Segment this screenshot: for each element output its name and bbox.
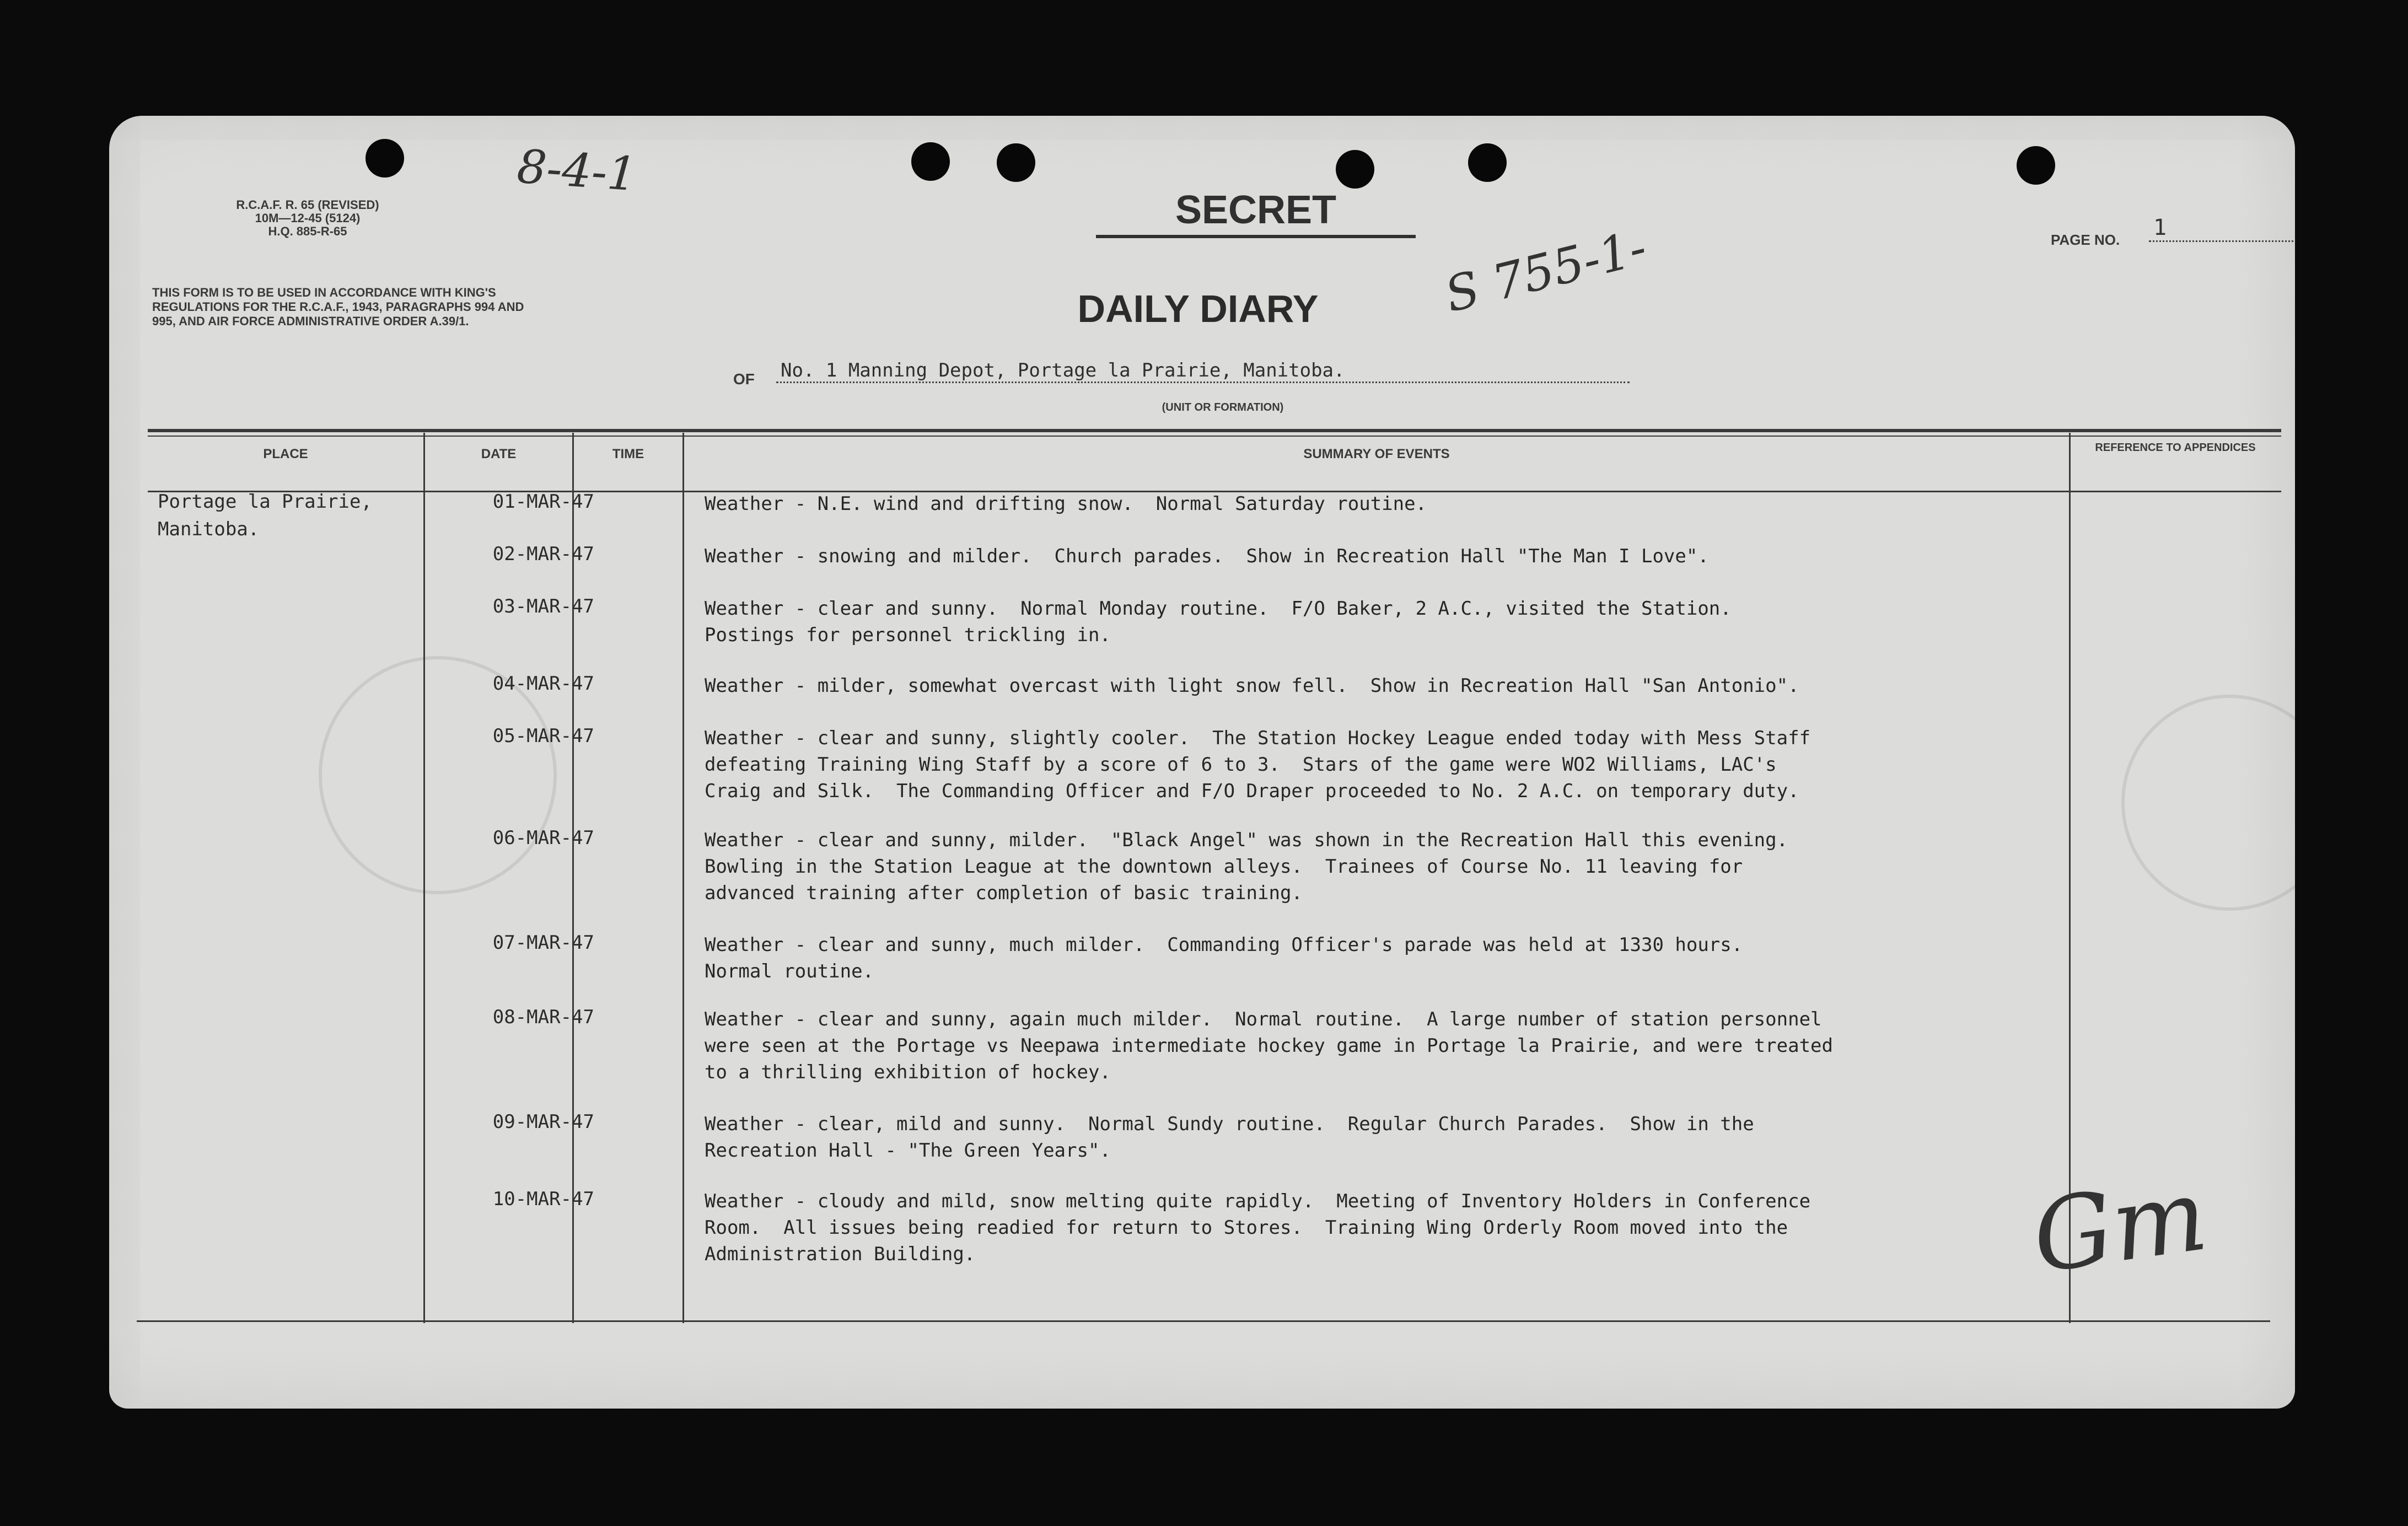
entry-summary: Weather - clear and sunny. Normal Monday routine. F/O Baker, 2 A.C., visited the Station. Postings for personnel trickling in. bbox=[705, 598, 1732, 646]
column-header-date: DATE bbox=[481, 447, 517, 461]
entry-summary: Weather - cloudy and mild, snow melting quite rapidly. Meeting of Inventory Holders in Conference Room. All issues being readied for return to Stores. Training Wing Orderly Room moved into the Administration Building. bbox=[705, 1190, 1811, 1265]
entry-date: 02-MAR-47 bbox=[492, 543, 594, 565]
punch-hole bbox=[997, 143, 1035, 182]
entry-date: 08-MAR-47 bbox=[492, 1006, 594, 1028]
entry-date: 05-MAR-47 bbox=[492, 725, 594, 747]
classification-heading: SECRET bbox=[1096, 187, 1416, 238]
column-divider bbox=[682, 433, 684, 1323]
column-divider bbox=[423, 433, 425, 1323]
entry-summary: Weather - N.E. wind and drifting snow. Normal Saturday routine. bbox=[705, 493, 1427, 515]
entry-date: 03-MAR-47 bbox=[492, 595, 594, 617]
entry-date: 07-MAR-47 bbox=[492, 932, 594, 954]
punch-hole bbox=[911, 142, 950, 181]
form-print-code: 10M—12-45 (5124) bbox=[255, 211, 361, 225]
form-identifier bbox=[170, 198, 445, 238]
unit-name: No. 1 Manning Depot, Portage la Prairie, Manitoba. bbox=[776, 359, 1630, 383]
entry-date: 09-MAR-47 bbox=[492, 1111, 594, 1133]
entry-summary: Weather - clear and sunny, again much milder. Normal routine. A large number of station personnel were seen at the Portage vs Neepawa intermediate hockey game in Portage la Prairie, and were treated to a thrilling exhibition of hockey. bbox=[705, 1008, 1833, 1083]
entry-summary: Weather - clear and sunny, slightly cooler. The Station Hockey League ended today with Mess Staff defeating Training Wing Staff by a score of 6 to 3. Stars of the game were WO2 Williams, LAC's Craig and Silk. The Commanding Officer and F/O Draper proceeded to No. 2 A.C. on temporary duty. bbox=[705, 727, 1811, 802]
form-instructions: THIS FORM IS TO BE USED IN ACCORDANCE WITH KING'S REGULATIONS FOR THE R.C.A.F., 1943, PARAGRAPHS 994 AND 995, AND AIR FORCE ADMINISTRATIVE ORDER A.39/1. bbox=[152, 286, 524, 328]
table-top-rule bbox=[148, 429, 2281, 432]
column-header-time: TIME bbox=[612, 447, 644, 461]
entry-summary: Weather - clear and sunny, milder. "Black Angel" was shown in the Recreation Hall this evening. Bowling in the Station League at the downtown alleys. Trainees of Course No. 11 leaving for advanced training after completion of basic training. bbox=[705, 829, 1788, 904]
page-number-label: PAGE NO. bbox=[2051, 232, 2120, 248]
handwritten-file-ref: 8-4-1 bbox=[515, 139, 639, 202]
entry-date: 06-MAR-47 bbox=[492, 827, 594, 849]
punch-hole bbox=[2017, 146, 2055, 185]
form-number: R.C.A.F. R. 65 (REVISED) bbox=[236, 198, 379, 212]
handwritten-initials: Gm bbox=[2025, 1157, 2214, 1296]
table-bottom-rule bbox=[137, 1320, 2270, 1322]
place-cell: Portage la Prairie, Manitoba. bbox=[158, 491, 372, 540]
entry-date: 01-MAR-47 bbox=[492, 491, 594, 513]
column-header-appendices: REFERENCE TO APPENDICES bbox=[2095, 442, 2256, 454]
punch-hole bbox=[1336, 150, 1374, 189]
entry-date: 10-MAR-47 bbox=[492, 1188, 594, 1210]
table-top-rule-2 bbox=[148, 436, 2281, 437]
diary-sheet bbox=[109, 116, 2295, 1409]
punch-hole bbox=[1468, 143, 1507, 182]
faded-stamp bbox=[2121, 695, 2295, 911]
column-header-summary: SUMMARY OF EVENTS bbox=[1303, 447, 1450, 461]
entry-summary: Weather - milder, somewhat overcast with light snow fell. Show in Recreation Hall "San Antonio". bbox=[705, 675, 1799, 697]
punch-hole bbox=[366, 139, 404, 178]
entry-summary: Weather - clear, mild and sunny. Normal Sundy routine. Regular Church Parades. Show in the Recreation Hall - "The Green Years". bbox=[705, 1113, 1754, 1162]
page-number: 1 bbox=[2149, 215, 2295, 242]
column-header-place: PLACE bbox=[263, 447, 308, 461]
handwritten-file-number: S 755-1- bbox=[1439, 218, 1652, 324]
unit-caption: (UNIT OR FORMATION) bbox=[1162, 401, 1284, 413]
entry-summary: Weather - clear and sunny, much milder. Commanding Officer's parade was held at 1330 hours. Normal routine. bbox=[705, 934, 1743, 982]
entry-date: 04-MAR-47 bbox=[492, 673, 594, 695]
unit-of-label: OF bbox=[733, 370, 755, 388]
form-hq-code: H.Q. 885-R-65 bbox=[268, 224, 347, 238]
entry-summary: Weather - snowing and milder. Church parades. Show in Recreation Hall "The Man I Love". bbox=[705, 545, 1709, 567]
document-title: DAILY DIARY bbox=[1077, 287, 1319, 330]
